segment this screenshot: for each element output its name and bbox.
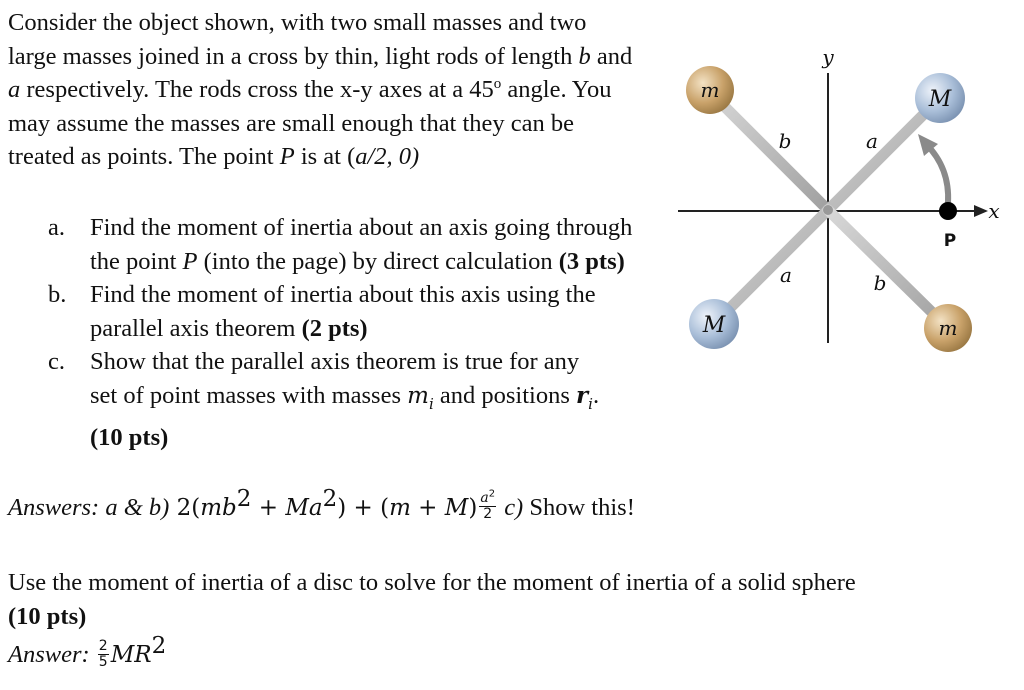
answer2-sup: 2 bbox=[151, 632, 167, 659]
point-coordinate: a/2, 0) bbox=[355, 143, 420, 170]
marker-b: b. bbox=[48, 281, 67, 308]
var-b: b bbox=[578, 42, 591, 70]
intro-is-at: is at ( bbox=[294, 143, 356, 170]
intro-text-1: Consider the object shown, with two small masses and two large masses joined in a cross by thin, light rods of length bbox=[8, 9, 587, 70]
degree-symbol: o bbox=[493, 75, 502, 92]
answers-line bbox=[8, 485, 635, 526]
part-a-text-2: (into the page) by direct calculation bbox=[197, 247, 559, 275]
answers-c-label: c) bbox=[498, 494, 524, 521]
problem-intro bbox=[8, 6, 633, 174]
point-p-marker bbox=[939, 202, 957, 220]
answers-expr-start: 2( bbox=[169, 495, 201, 521]
part-a-point: P bbox=[182, 247, 198, 275]
part-c-period: . bbox=[592, 381, 600, 409]
mass-label-top-left: m bbox=[700, 78, 720, 102]
sub-question-b bbox=[48, 278, 650, 345]
sub-question-c bbox=[48, 345, 600, 454]
mass-mi-subscript: i bbox=[428, 394, 434, 413]
point-p-label: P bbox=[943, 231, 957, 251]
y-axis-label: y bbox=[822, 45, 834, 69]
part-b-text: Find the moment of inertia about this axis using the parallel axis theorem bbox=[90, 281, 596, 342]
part-c-text: Show that the parallel axis theorem is true for any set of point masses with masses bbox=[90, 348, 580, 409]
part-a-text: Find the moment of inertia about an axis going through the point bbox=[90, 214, 633, 275]
rod-label-upper-left: b bbox=[778, 129, 792, 153]
problem2-points: (10 pts) bbox=[8, 602, 87, 630]
answers-label: Answers: a & b) bbox=[8, 494, 170, 521]
mass-mi: m bbox=[407, 382, 429, 409]
mass-label-top-right: M bbox=[928, 87, 952, 112]
rod-label-lower-right: b bbox=[873, 271, 887, 295]
part-c-text-2: and positions bbox=[433, 381, 576, 409]
part-a-points: (3 pts) bbox=[558, 247, 625, 275]
answer2-frac-den: 5 bbox=[98, 653, 108, 670]
rod-label-lower-left: a bbox=[780, 263, 792, 287]
part-b-points: (2 pts) bbox=[301, 314, 368, 342]
answer2-label: Answer: bbox=[8, 641, 90, 668]
answers-close-2: ) bbox=[468, 495, 478, 521]
x-axis-arrowhead bbox=[974, 205, 988, 217]
answers-plus-2: + bbox=[410, 495, 445, 521]
rod-junction bbox=[823, 205, 833, 215]
answers-term-ma: Ma bbox=[285, 495, 323, 521]
answer2-frac-num: 2 bbox=[98, 637, 108, 654]
marker-c: c. bbox=[48, 348, 65, 375]
mass-label-bottom-right: m bbox=[938, 316, 958, 340]
answers-sq-2: 2 bbox=[322, 485, 338, 512]
answers-plus-1: + bbox=[251, 495, 286, 521]
rotation-arrow bbox=[926, 144, 948, 203]
answer2-expr: MR bbox=[110, 642, 152, 668]
answers-fraction bbox=[479, 488, 496, 522]
var-a: a bbox=[8, 76, 21, 103]
answers-M: M bbox=[444, 495, 469, 521]
position-ri-subscript: i bbox=[588, 394, 593, 413]
answers-term-mb: mb bbox=[200, 495, 237, 521]
problem2-text bbox=[8, 566, 1008, 633]
answers-frac-num-sup: 2 bbox=[488, 488, 496, 500]
problem2-body: Use the moment of inertia of a disc to solve for the moment of inertia of a solid sphere bbox=[8, 569, 856, 596]
sub-question-list bbox=[48, 211, 648, 454]
x-axis-label: x bbox=[988, 199, 1000, 223]
problem2-answer bbox=[8, 632, 167, 673]
answers-close: ) + ( bbox=[337, 495, 390, 521]
rod-bottom-right bbox=[828, 210, 948, 328]
rod-label-upper-right: a bbox=[866, 129, 878, 153]
intro-text-3: angle. You may assume the masses are small enough that they can be treated as points. The point bbox=[8, 76, 612, 170]
sub-question-a bbox=[48, 211, 650, 278]
answers-c-text: Show this! bbox=[523, 494, 635, 521]
mass-label-bottom-left: M bbox=[702, 313, 726, 338]
answers-sq-1: 2 bbox=[236, 485, 252, 512]
marker-a: a. bbox=[48, 214, 65, 241]
intro-and: and bbox=[590, 42, 633, 70]
answers-frac-den: 2 bbox=[483, 505, 493, 522]
position-ri: r bbox=[576, 381, 589, 409]
answer2-fraction bbox=[98, 639, 109, 670]
rod-top-left bbox=[708, 90, 828, 210]
intro-text-2: respectively. The rods cross the x-y axes at a 45 bbox=[20, 76, 494, 103]
answers-frac-num: a bbox=[480, 489, 489, 506]
answers-m: m bbox=[389, 495, 411, 521]
cross-mass-diagram bbox=[670, 40, 1010, 360]
part-c-points: (10 pts) bbox=[90, 423, 169, 451]
point-name: P bbox=[279, 143, 295, 170]
